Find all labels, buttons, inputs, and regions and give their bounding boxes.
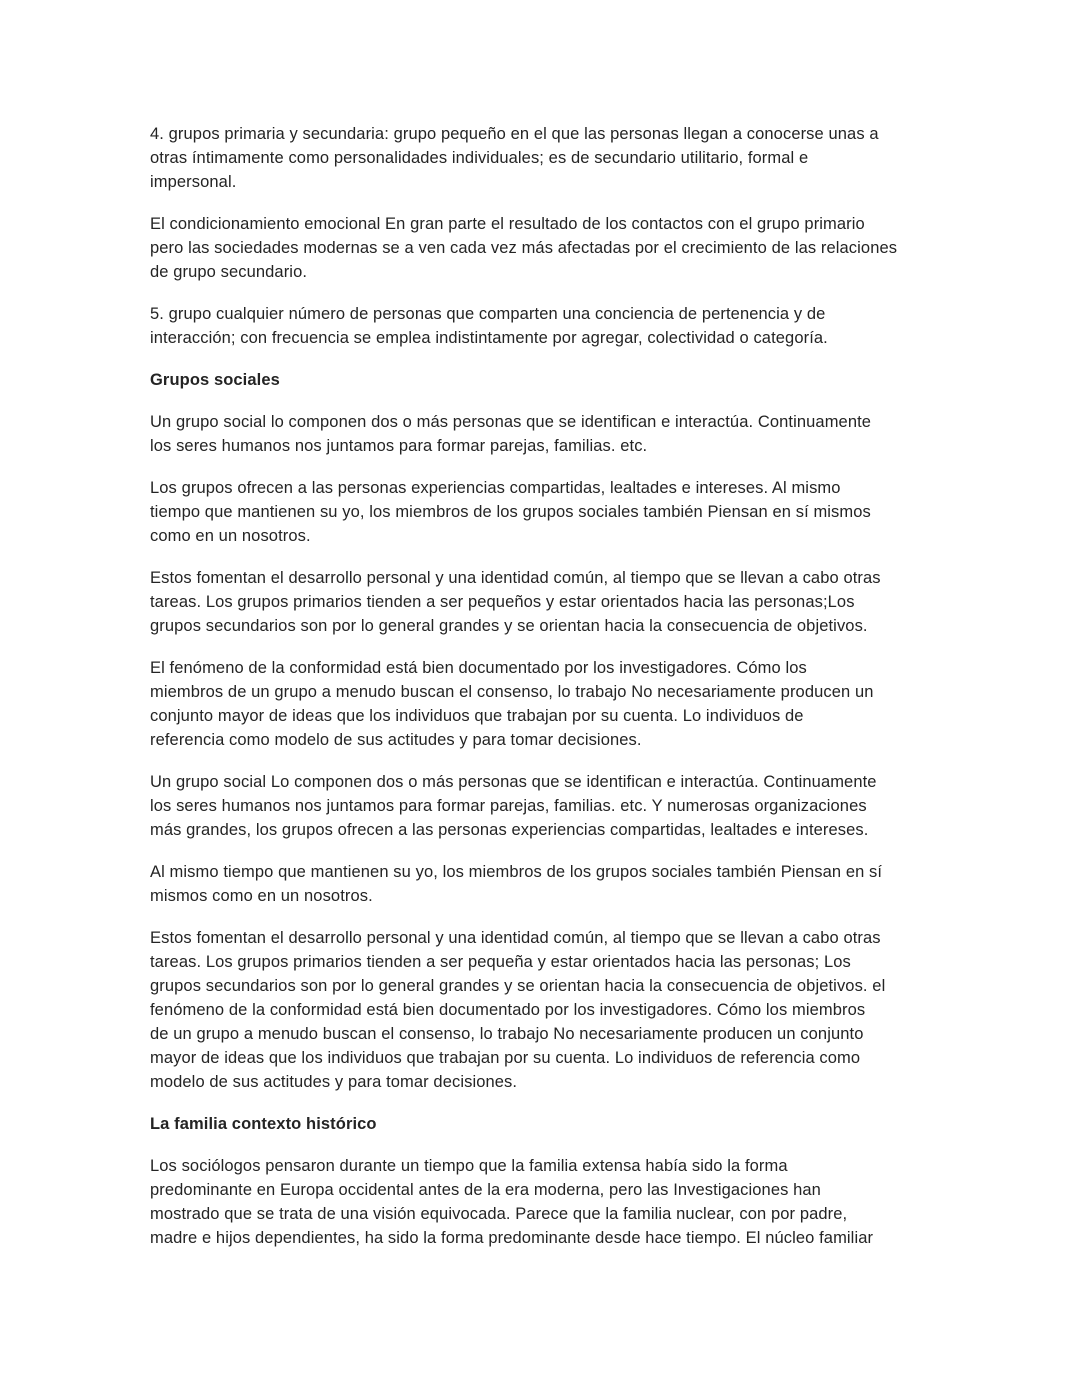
paragraph-condicionamiento (150, 212, 930, 284)
text-line: Un grupo social Lo componen dos o más personas que se identifican e interactúa. Continuamente (150, 773, 877, 791)
text-line: impersonal. (150, 173, 237, 191)
text-line: los seres humanos nos juntamos para formar parejas, familias. etc. (150, 437, 648, 455)
text-line: La familia contexto histórico (150, 1115, 377, 1133)
text-line: Los sociólogos pensaron durante un tiempo que la familia extensa había sido la forma (150, 1157, 788, 1175)
text-line: Al mismo tiempo que mantienen su yo, los miembros de los grupos sociales también Piensan en sí (150, 863, 883, 881)
text-line: 5. grupo cualquier número de personas que comparten una conciencia de pertenencia y de (150, 305, 826, 323)
paragraph-grupo-social-1 (150, 410, 930, 458)
text-line: Estos fomentan el desarrollo personal y una identidad común, al tiempo que se llevan a cabo otras (150, 569, 881, 587)
text-line: mostrado que se trata de una visión equivocada. Parece que la familia nuclear, con por padre, (150, 1205, 848, 1223)
text-line: Estos fomentan el desarrollo personal y una identidad común, al tiempo que se llevan a cabo otras (150, 929, 881, 947)
section-heading-la-familia (150, 1112, 930, 1136)
paragraph-grupo-social-2 (150, 770, 930, 842)
text-line: interacción; con frecuencia se emplea indistintamente por agregar, colectividad o categoría. (150, 329, 828, 347)
text-line: otras íntimamente como personalidades individuales; es de secundario utilitario, formal e (150, 149, 809, 167)
text-line: de un grupo a menudo buscan el consenso, lo trabajo No necesariamente producen un conjunto (150, 1025, 864, 1043)
text-line: tiempo que mantienen su yo, los miembros de los grupos sociales también Piensan en sí mismos (150, 503, 871, 521)
text-line: mismos como en un nosotros. (150, 887, 373, 905)
text-line: grupos secundarios son por lo general grandes y se orientan hacia la consecuencia de objetivos. el (150, 977, 886, 995)
text-line: mayor de ideas que los individuos que trabajan por su cuenta. Lo individuos de referencia como (150, 1049, 861, 1067)
text-line: grupos secundarios son por lo general grandes y se orientan hacia la consecuencia de objetivos. (150, 617, 868, 635)
paragraph-al-mismo-tiempo (150, 860, 930, 908)
document-body (150, 122, 930, 1250)
text-line: más grandes, los grupos ofrecen a las personas experiencias compartidas, lealtades e intereses. (150, 821, 869, 839)
text-line: referencia como modelo de sus actitudes y para tomar decisiones. (150, 731, 642, 749)
paragraph-estos-fomentan-2 (150, 926, 930, 1094)
paragraph-fenomeno-conformidad (150, 656, 930, 752)
paragraph-item-5 (150, 302, 930, 350)
text-line: como en un nosotros. (150, 527, 311, 545)
paragraph-item-4 (150, 122, 930, 194)
paragraph-grupos-ofrecen (150, 476, 930, 548)
text-line: El condicionamiento emocional En gran parte el resultado de los contactos con el grupo primario (150, 215, 865, 233)
text-line: Un grupo social lo componen dos o más personas que se identifican e interactúa. Continuamente (150, 413, 872, 431)
section-heading-grupos-sociales (150, 368, 930, 392)
paragraph-sociologos (150, 1154, 930, 1250)
text-line: Los grupos ofrecen a las personas experiencias compartidas, lealtades e intereses. Al mismo (150, 479, 841, 497)
text-line: madre e hijos dependientes, ha sido la forma predominante desde hace tiempo. El núcleo familiar (150, 1229, 874, 1247)
text-line: conjunto mayor de ideas que los individuos que trabajan por su cuenta. Lo individuos de (150, 707, 804, 725)
text-line: pero las sociedades modernas se a ven cada vez más afectadas por el crecimiento de las relaciones (150, 239, 898, 257)
text-line: modelo de sus actitudes y para tomar decisiones. (150, 1073, 518, 1091)
text-line: predominante en Europa occidental antes de la era moderna, pero las Investigaciones han (150, 1181, 821, 1199)
text-line: El fenómeno de la conformidad está bien documentado por los investigadores. Cómo los (150, 659, 807, 677)
paragraph-estos-fomentan-1 (150, 566, 930, 638)
text-line: Grupos sociales (150, 371, 280, 389)
text-line: miembros de un grupo a menudo buscan el consenso, lo trabajo No necesariamente producen un (150, 683, 874, 701)
text-line: 4. grupos primaria y secundaria: grupo pequeño en el que las personas llegan a conocerse unas a (150, 125, 879, 143)
text-line: tareas. Los grupos primarios tienden a ser pequeños y estar orientados hacia las personas;Los (150, 593, 855, 611)
text-line: de grupo secundario. (150, 263, 308, 281)
text-line: tareas. Los grupos primarios tienden a ser pequeña y estar orientados hacia las personas; Los (150, 953, 851, 971)
text-line: fenómeno de la conformidad está bien documentado por los investigadores. Cómo los miembros (150, 1001, 866, 1019)
text-line: los seres humanos nos juntamos para formar parejas, familias. etc. Y numerosas organizaciones (150, 797, 867, 815)
